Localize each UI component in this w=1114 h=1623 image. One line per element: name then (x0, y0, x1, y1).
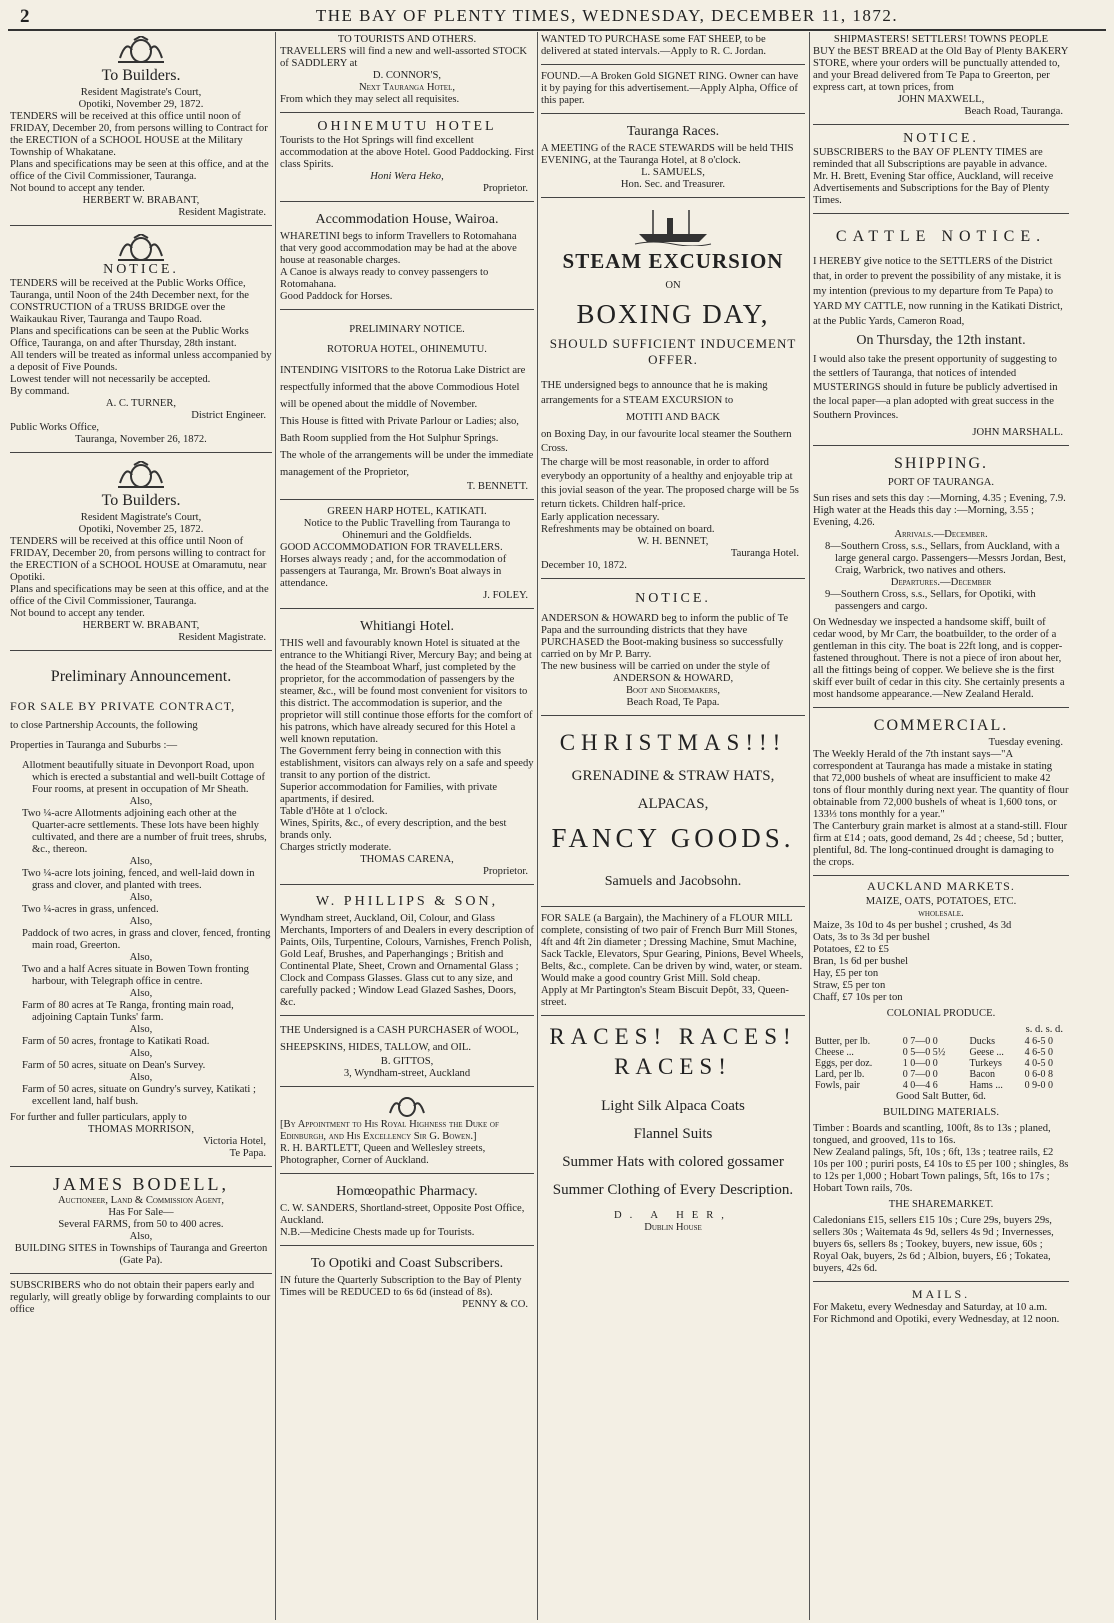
ad-to-builders-whakatane (10, 32, 272, 226)
ad-heading: Whitiangi Hotel. (359, 619, 455, 634)
ad-wanted-sheep (541, 32, 805, 65)
ad-line: ON (665, 280, 681, 291)
column-divider (537, 32, 538, 1620)
ad-body: TENDERS will be received at this office until Noon of FRIDAY, December 20, from persons willing to contract for the ERECTION of a SCHOOL HOUSE at Omaramutu, near Opotiki. (10, 536, 267, 583)
ad-signature: ANDERSON & HOWARD, (612, 673, 734, 684)
ad-heading: RACES! RACES! (549, 1024, 797, 1049)
ad-also: Also, (129, 796, 153, 807)
ad-body: Properties in Tauranga and Suburbs :— (10, 740, 178, 751)
ad-address: 3, Wyndham-street, Auckland (343, 1068, 471, 1079)
table-cell: Turkeys (969, 1058, 1002, 1069)
ad-rotorua-hotel (280, 314, 534, 500)
ad-body: BUILDING SITES in Townships of Tauranga and Greerton (Gate Pa). (14, 1243, 268, 1266)
ad-body: Has For Sale— (108, 1207, 174, 1218)
ad-signature: PENNY & CO. (462, 1299, 528, 1310)
ad-heading: To Builders. (101, 67, 181, 84)
ad-body: Refreshments may be obtained on board. (541, 524, 715, 535)
ad-body: The Government ferry being in connection with this establishment, visitors can always rely on a safe and speedy transit to any portion of the district. (280, 746, 534, 781)
ad-phillips-and-son (280, 889, 534, 1016)
ad-address: Beach Road, Tauranga. (964, 106, 1063, 117)
ad-heading: NOTICE. (103, 262, 179, 277)
ad-preliminary-announcement (10, 655, 272, 1167)
ad-body: WHARETINI begs to inform Travellers to Rotomahana that very good accommodation may be had at the above house at reasonable charges. (280, 231, 517, 266)
ad-heading: Accommodation House, Wairoa. (315, 212, 499, 227)
ad-subheading: ROTORUA HOTEL, OHINEMUTU. (327, 344, 487, 355)
ad-homoeopathic-pharmacy (280, 1178, 534, 1246)
ad-signature-title: Proprietor. (482, 183, 528, 194)
section-body: Caledonians £15, sellers £15 10s ; Cure 29s, buyers 29s, sellers 30s ; Waitemata 4s 9d, sellers 4s 9d ; Invernesses, buyers 6s, sellers 8s ; Tookey, buyers, new issue, 60s ; Royal Oak, buyers, 2s 6d ; Albion, buyers, £6 ; Tokatea, buyers, 42s 6d. (813, 1215, 1054, 1274)
ad-body: A Canoe is always ready to convey passengers to Rotomahana. (280, 267, 489, 290)
ad-heading: CHRISTMAS!!! (559, 730, 787, 755)
ad-heading: Homœopathic Pharmacy. (336, 1184, 478, 1199)
ad-line: Summer Clothing of Every Description. (552, 1182, 794, 1198)
ad-gittos (280, 1020, 534, 1087)
section-mails (813, 1281, 1069, 1326)
ad-opotiki-subscribers (280, 1250, 534, 1317)
ad-body: THIS well and favourably known Hotel is situated at the entrance to the Whitiangi River, Mercury Bay; and being at the head of the Steamboat Wharf, just completed by the proprietor, for the accommodation of passengers by the steamer, &c., will be found most convenient for visitors to this district. The accommodation is superior, and the proprietor will still continue those efforts for the comfort of his patrons, which have already secured for this Hotel a well known reputation. (280, 638, 533, 745)
ad-signature: T. BENNETT. (466, 481, 528, 492)
table-cell: Hams ... (969, 1080, 1003, 1091)
ad-heading: Preliminary Announcement. (50, 668, 232, 685)
ad-body: R. H. BARTLETT, Queen and Wellesley streets, Photographer, Corner of Auckland. (280, 1143, 486, 1166)
market-price: Straw, £5 per ton (813, 980, 886, 991)
ad-ohinemutu-hotel (280, 117, 534, 202)
table-cell: Cheese ... (815, 1047, 854, 1058)
ad-body: The charge will be most reasonable, in order to afford everybody an opportunity of a healthy and enjoyable trip at this jovial season of the year. The proposed charge will be 5s return tickets. Children half-price. (541, 457, 799, 510)
ad-body: D. CONNOR'S, (372, 70, 442, 81)
ad-body: to close Partnership Accounts, the following (10, 720, 198, 731)
ad-flour-mill (541, 911, 805, 1016)
ad-body: [By Appointment to His Royal Highness the Duke of Edinburgh, and His Excellency Sir G. Bowen.] (280, 1119, 499, 1142)
section-heading: MAILS. (911, 1287, 971, 1301)
ad-signature: HERBERT W. BRABANT, (82, 195, 200, 206)
ad-body: Wyndham street, Auckland, Oil, Colour, and Glass Merchants, Importers of and Dealers in every description of Paints, Oils, Turpentine, Colours, Varnishes, French Polish, Gold Leaf, Brushes, and Paperhangings ; British and Continental Plate, Sheet, Crown and Ornamental Glass ; Clock and Compass Glasses. Glass cut to any size, and carefully packed ; Window Lead Glazed Sashes, Doors, &c. (280, 913, 534, 1008)
ad-body: Apply at Mr Partington's Steam Biscuit Depôt, 33, Queen-street. (541, 985, 789, 1008)
ad-body: Charges strictly moderate. (280, 842, 392, 853)
ad-to-builders-omaramutu (10, 457, 272, 651)
property-item: Farm of 50 acres, frontage to Katikati Road. (22, 1036, 210, 1047)
ad-also: Also, (129, 892, 153, 903)
ad-subscribers (10, 1278, 272, 1322)
mail-schedule: For Richmond and Opotiki, every Wednesday, at 12 noon. (813, 1314, 1060, 1325)
market-price: Potatoes, £2 to £5 (813, 944, 889, 955)
ad-subheading: SHOULD SUFFICIENT INDUCEMENT OFFER. (549, 336, 797, 367)
masthead (0, 0, 1114, 30)
ad-signature: THOMAS CARENA, (360, 854, 454, 865)
ad-bartlett (280, 1091, 534, 1174)
column-divider (275, 32, 276, 1620)
ad-body: All tenders will be treated as informal unless accompanied by a deposit of Five Pounds. (10, 350, 272, 373)
ad-steam-excursion (541, 202, 805, 579)
ad-body: THE Undersigned is a CASH PURCHASER of WOOL, SHEEPSKINS, HIDES, TALLOW, and OIL. (280, 1025, 519, 1053)
ad-also: Also, (129, 1048, 153, 1059)
ad-heading: W. PHILLIPS & SON, (315, 894, 499, 909)
ad-body: Tourists to the Hot Springs will find excellent accommodation at the above Hotel. Good Paddocking. First class Spirits. (280, 135, 534, 170)
ad-notice-truss-bridge (10, 230, 272, 453)
property-item: Farm of 80 acres at Te Ranga, fronting main road, adjoining Captain Tunks' farm. (22, 1000, 234, 1023)
property-item: Allotment beautifully situate in Devonport Road, upon which is erected a substantial and well-built Cottage of Four rooms, at present in occupation of Mr Sheath. (22, 760, 265, 795)
table-cell: Bacon (969, 1069, 996, 1080)
masthead-rule (8, 29, 1106, 31)
ad-body: Plans and specifications can be seen at the Public Works Office, Tauranga, on and after Thursday, 28th instant. (10, 326, 249, 349)
ad-heading: Tauranga Races. (626, 124, 720, 139)
section-subheading: MAIZE, OATS, POTATOES, ETC. (865, 896, 1017, 907)
ad-body: For further and fuller particulars, apply to (10, 1112, 187, 1123)
section-heading: SHIPPING. (893, 455, 988, 472)
section-body: On Wednesday we inspected a handsome skiff, built of cedar wood, by Mr Carr, the boatbuilder, to the order of a gentleman in this city. The boat is 22ft long, and is copper-fastened throughout. There is not a piece of iron about her, all the fittings being of copper. We believe she is the first skiff ever built of cedar in this city. She certainly presents a most handsome appearance.—New Zealand Herald. (813, 617, 1065, 700)
property-item: Two ¼-acres in grass, unfenced. (22, 904, 159, 915)
ad-address: Dublin House (644, 1222, 702, 1233)
ad-date: Opotiki, November 29, 1872. (78, 99, 204, 110)
ad-signature-title: District Engineer. (191, 410, 266, 421)
section-auckland-markets (813, 880, 1069, 1275)
ad-saddlery (280, 32, 534, 113)
ad-body: INTENDING VISITORS to the Rotorua Lake District are respectfully informed that the above Commodious Hotel will be opened about the middle of November. (280, 365, 526, 410)
ad-signature-title: Te Papa. (229, 1148, 266, 1159)
table-row (813, 1058, 1069, 1069)
section-body: The Weekly Herald of the 7th instant says—"A correspondent at Tauranga has made a mistake in stating that 72,000 bushels of wheat are insufficient to make 42 tons of flour monthly during next year. The quantity of flour obtainable from 72,000 bushels of wheat is 1,600 tons, or 133⅓ tons monthly for a year." (813, 749, 1069, 820)
table-cell: 0 5—0 5½ (902, 1047, 946, 1058)
ad-signature: B. GITTOS, (380, 1056, 434, 1067)
ad-body: Notice to the Public Travelling from Tauranga to Ohinemuri and the Goldfields. (303, 518, 511, 541)
table-row (813, 1047, 1069, 1058)
ad-signature-title: Boot and Shoemakers, (625, 685, 720, 696)
ad-signature-title: Proprietor. (482, 866, 528, 877)
ad-christmas (541, 720, 805, 907)
ad-subheading: FOR SALE BY PRIVATE CONTRACT, (10, 699, 236, 713)
ad-signature-title: Victoria Hotel, (203, 1136, 266, 1147)
ad-best-bread (813, 32, 1069, 125)
ad-body: I HEREBY give notice to the SETTLERS of the District that, in order to prevent the possibility of any mistake, it is my intention (previous to my departure from Te Papa) to YARD MY CATTLE, now running in the Katikati District, at the Public Yards, Cameron Road, (813, 256, 1063, 327)
ad-line: GRENADINE & STRAW HATS, (571, 768, 775, 784)
table-cell: Butter, per lb. (815, 1036, 871, 1047)
ad-date: December 10, 1872. (541, 560, 627, 571)
ad-heading: SHIPMASTERS! SETTLERS! TOWNS PEOPLE (833, 34, 1049, 45)
market-price: Chaff, £7 10s per ton (813, 992, 903, 1003)
ad-date: Opotiki, November 25, 1872. (78, 524, 204, 535)
table-cell: 4 0-5 0 (1024, 1058, 1053, 1069)
property-item: Paddock of two acres, in grass and clover, fenced, fronting main road, Greerton. (22, 928, 271, 951)
ad-line: Resident Magistrate's Court, (80, 87, 202, 98)
section-subheading: Departures.—December (890, 577, 992, 588)
section-body: Timber : Boards and scantling, 100ft, 8s to 13s ; planed, tongued, and grooved, 11s to 16s. (813, 1123, 1051, 1146)
table-cell: 0 9-0 0 (1024, 1080, 1053, 1091)
table-cell: 4 0—4 6 (902, 1080, 938, 1091)
property-item: Two and a half Acres situate in Bowen Town fronting harbour, with Telegraph office in centre. (22, 964, 249, 987)
ad-signature: J. FOLEY. (483, 590, 528, 601)
ad-tauranga-races (541, 118, 805, 198)
section-body: The Canterbury grain market is almost at a stand-still. Flour firm at £14 ; oats, good demand, 2s 4d ; cheese, 5d ; butter, plentiful, 8d. The long-continued drought is damaging to the crops. (813, 821, 1068, 868)
ad-signature-title: Resident Magistrate. (178, 207, 266, 218)
market-price: Hay, £5 per ton (813, 968, 879, 979)
section-shipping (813, 450, 1069, 708)
ad-races-clothing (541, 1020, 805, 1240)
ad-body: FOR SALE (a Bargain), the Machinery of a FLOUR MILL complete, consisting of two pair of French Burr Mill Stones, 4ft and 4ft 2in diameter ; Dressing Machine, Smut Machine, Sack Tackle, Elevators, Spur Gearing, Pinions, Bevel Wheels, Belts, &c., complete. Can be driven by wind, water, or steam. Would make a good country Grist Mill. Sold cheap. (541, 913, 804, 984)
shipping-entry: 8—Southern Cross, s.s., Sellars, from Auckland, with a large general cargo. Passengers—Messrs Jordan, Best, Craig, Warbrick, two natives and others. (825, 541, 1066, 576)
table-row (813, 1069, 1069, 1080)
ad-signature: Honi Wera Heko, (370, 171, 444, 182)
ad-body: SUBSCRIBERS to the BAY OF PLENTY TIMES are reminded that all Subscriptions are payable in advance. (813, 147, 1048, 170)
ad-body: SUBSCRIBERS who do not obtain their papers early and regularly, will greatly oblige by forwarding complaints to our office (10, 1280, 271, 1315)
table-cell: Fowls, pair (815, 1080, 860, 1091)
table-cell: 0 7—0 0 (902, 1069, 938, 1080)
ad-heading: RACES! (614, 1054, 732, 1079)
ad-also: Also, (129, 856, 153, 867)
ad-body: MOTITI AND BACK (625, 412, 721, 423)
ad-address: Beach Road, Te Papa. (626, 697, 720, 708)
ad-subheading: Auctioneer, Land & Commission Agent, (58, 1195, 224, 1206)
ad-heading: BOXING DAY, (576, 299, 770, 329)
ad-heading: STEAM EXCURSION (562, 249, 784, 273)
ad-body: N.B.—Medicine Chests made up for Tourists. (280, 1227, 475, 1238)
ad-body: This House is fitted with Private Parlour or Ladies; also, Bath Room supplied from the Hot Sulphur Springs. (280, 416, 519, 444)
section-subheading: BUILDING MATERIALS. (883, 1107, 999, 1118)
ad-body: The whole of the arrangements will be under the immediate management of the Proprietor, (280, 450, 534, 478)
column-divider (809, 32, 810, 1620)
ad-also: Also, (129, 952, 153, 963)
market-price: Bran, 1s 6d per bushel (813, 956, 909, 967)
ad-signature: D. A HER, (614, 1210, 732, 1221)
section-date: Tuesday evening. (988, 737, 1063, 748)
ad-body: FOUND.—A Broken Gold SIGNET RING. Owner can have it by paying for this advertisement.—Apply Alpha, Office of this paper. (541, 71, 799, 106)
ad-james-bodell (10, 1171, 272, 1274)
ad-also: Also, (129, 916, 153, 927)
ad-signature: THOMAS MORRISON, (88, 1124, 194, 1135)
ad-signature-title: Tauranga Hotel. (730, 548, 799, 559)
ad-signature: JOHN MARSHALL. (972, 427, 1063, 438)
ad-wairoa (280, 206, 534, 310)
ad-body: on Boxing Day, in our favourite local steamer the Southern Cross. (541, 429, 792, 454)
ad-signature: HERBERT W. BRABANT, (82, 620, 200, 631)
ad-heading: CATTLE NOTICE. (835, 228, 1047, 245)
column-1 (10, 32, 272, 1620)
ad-body: TENDERS will be received at the Public Works Office, Tauranga, until Noon of the 24th December next, for the CONSTRUCTION of a TRUSS BRIDGE over the Waikaukau River, Tauranga and Taupo Road. (10, 278, 250, 325)
table-cell: Lard, per lb. (815, 1069, 865, 1080)
ad-body: WANTED TO PURCHASE some FAT SHEEP, to be delivered at stated intervals.—Apply to R. C. Jordan. (541, 34, 767, 57)
ad-body: By command. (10, 386, 70, 397)
section-heading: COMMERCIAL. (873, 717, 1009, 734)
ad-body: Not bound to accept any tender. (10, 608, 145, 619)
table-row (813, 1080, 1069, 1091)
mail-schedule: For Maketu, every Wednesday and Saturday, at 10 a.m. (813, 1302, 1048, 1313)
ad-green-harp-hotel (280, 504, 534, 609)
market-price: Oats, 3s to 3s 3d per bushel (813, 932, 930, 943)
shipping-entry: 9—Southern Cross, s.s., Sellars, for Opotiki, with passengers and cargo. (825, 589, 1036, 612)
ad-body: Next Tauranga Hotel, (358, 82, 455, 93)
table-cell: Eggs, per doz. (815, 1058, 873, 1069)
ad-body: C. W. SANDERS, Shortland-street, Opposite Post Office, Auckland. (280, 1203, 525, 1226)
royal-crest-icon (387, 1095, 427, 1117)
market-price: Maize, 3s 10d to 4s per bushel ; crushed, 4s 3d (813, 920, 1012, 931)
ad-heading: OHINEMUTU HOTEL (317, 119, 497, 134)
ad-found-ring (541, 69, 805, 114)
column-4 (813, 32, 1069, 1620)
ad-body: I would also take the present opportunity of suggesting to the settlers of Tauranga, that notices of intended MUSTERINGS should in future be publicly advertised in the local paper—a plan adopted with great success in the Southern Provinces. (813, 354, 1058, 421)
ad-anderson-howard (541, 583, 805, 716)
ad-body: Several FARMS, from 50 to 400 acres. (58, 1219, 224, 1230)
table-cell: Ducks (969, 1036, 996, 1047)
produce-table (813, 1036, 1069, 1091)
ad-line: Light Silk Alpaca Coats (601, 1098, 745, 1114)
ad-body: From which they may select all requisites. (280, 94, 460, 105)
property-item: Farm of 50 acres, situate on Gundry's survey, Katikati ; excellent land, half bush. (22, 1084, 256, 1107)
ad-whitiangi-hotel (280, 613, 534, 885)
ad-heading: NOTICE. (635, 591, 711, 606)
section-subheading: COLONIAL PRODUCE. (886, 1008, 996, 1019)
ad-heading: PRELIMINARY NOTICE. (349, 324, 465, 335)
ad-body: ANDERSON & HOWARD beg to inform the public of Te Papa and the surrounding districts that they have PURCHASED the Boot-making business so successfully carried on by Mr P. Barry. (541, 613, 789, 660)
ad-body: TENDERS will be received at this office until noon of FRIDAY, December 20, from persons willing to Contract for the ERECTION of a SCHOOL HOUSE at the Military Township of Whakatane. (10, 111, 268, 158)
ad-body: Early application necessary. (541, 512, 660, 523)
ad-also: Also, (129, 1231, 153, 1242)
section-subheading: Arrivals.—December. (894, 529, 988, 540)
ad-body: Not bound to accept any tender. (10, 183, 145, 194)
ad-body: Wines, Spirits, &c., of every description, and the best brands only. (280, 818, 507, 841)
section-commercial (813, 712, 1069, 876)
section-body: Sun rises and sets this day :—Morning, 4.35 ; Evening, 7.9. (813, 493, 1066, 504)
section-body: Good Salt Butter, 6d. (896, 1091, 986, 1102)
ad-body: GOOD ACCOMMODATION FOR TRAVELLERS. Horses always ready ; and, for the accommodation of passengers at Tauranga, Mr. Brown's Boat always in attendance. (280, 542, 507, 589)
ad-signature-title: Hon. Sec. and Treasurer. (620, 179, 726, 190)
ad-body: Table d'Hôte at 1 o'clock. (280, 806, 388, 817)
column-3 (541, 32, 805, 1620)
ad-body: IN future the Quarterly Subscription to the Bay of Plenty Times will be REDUCED to 6s 6d (instead of 8s). (280, 1275, 522, 1298)
ad-signature: L. SAMUELS, (641, 167, 705, 178)
table-cell: 0 7—0 0 (902, 1036, 938, 1047)
ad-line: Flannel Suits (633, 1126, 713, 1142)
property-item: Two ¼-acre lots joining, fenced, and well-laid down in grass and clover, and planted with trees. (22, 868, 255, 891)
ad-body: Mr. H. Brett, Evening Star office, Auckland, will receive Advertisements and Subscriptions for the Bay of Plenty Times. (813, 171, 1054, 206)
section-body: High water at the Heads this day :—Morning, 3.55 ; Evening, 4.26. (813, 505, 1034, 528)
ad-also: Also, (129, 988, 153, 999)
ad-heading: TO TOURISTS AND OTHERS. (337, 34, 477, 45)
ad-body: BUY the BEST BREAD at the Old Bay of Plenty BAKERY STORE, where your orders will be punctually attended to, and your Bread delivered from Te Papa to Greerton, per express cart, at town prices, from (813, 46, 1069, 93)
ad-body: The new business will be carried on under the style of (541, 661, 770, 672)
ad-also: Also, (129, 1024, 153, 1035)
ad-body: A MEETING of the RACE STEWARDS will be held THIS EVENING, at the Tauranga Hotel, at 8 o'clock. (541, 143, 794, 166)
section-subheading: THE SHAREMARKET. (888, 1199, 994, 1210)
ad-body: THE undersigned begs to announce that he is making arrangements for a STEAM EXCURSION to (541, 380, 768, 406)
column-2 (280, 32, 534, 1620)
ad-heading: JAMES BODELL, (52, 1174, 229, 1194)
ad-heading: NOTICE. (903, 131, 979, 146)
section-subheading: PORT OF TAURANGA. (887, 477, 995, 488)
ad-heading: GREEN HARP HOTEL, KATIKATI. (327, 506, 487, 517)
ad-line: Summer Hats with colored gossamer (562, 1154, 784, 1170)
table-cell: 1 0—0 0 (902, 1058, 938, 1069)
ad-body: Superior accommodation for Families, with private apartments, if desired. (280, 782, 498, 805)
ad-signature-title: Resident Magistrate. (178, 632, 266, 643)
section-subheading: wholesale. (918, 908, 964, 919)
section-heading: AUCKLAND MARKETS. (867, 879, 1015, 893)
ad-signature: JOHN MAXWELL, (897, 94, 985, 105)
ad-body: Plans and specifications may be seen at this office, and at the office of the Civil Commissioner, Tauranga. (10, 159, 269, 182)
table-cell: Geese ... (969, 1047, 1004, 1058)
ad-cattle-notice (813, 218, 1069, 446)
ad-signature: A. C. TURNER, (105, 398, 177, 409)
ad-heading: To Builders. (101, 492, 181, 509)
ad-heading: To Opotiki and Coast Subscribers. (310, 1256, 504, 1271)
property-item: Two ¼-acre Allotments adjoining each other at the Quarter-acre settlements. These lots have been highly cultivated, and there are a number of fruit trees, shrubs, &c., thereon. (22, 808, 267, 855)
ad-date: On Thursday, the 12th instant. (856, 333, 1026, 348)
ad-signature: W. H. BENNET, (637, 536, 709, 547)
ad-body: Public Works Office, (10, 422, 100, 433)
ad-date: Tauranga, November 26, 1872. (75, 434, 207, 445)
ad-line: ALPACAS, (637, 796, 709, 812)
ad-notice-subscribers (813, 129, 1069, 214)
section-body: New Zealand palings, 5ft, 10s ; 6ft, 13s ; teatree rails, £2 10s per 100 ; puriri posts, £4 10s to £5 per 100 ; shingles, 8s to 12s per 1,000 ; Hobart Town palings, 5ft, 16s to 17s ; Hobart Town rails, 70s. (813, 1147, 1069, 1194)
royal-crest-icon (116, 234, 166, 262)
newspaper-title: THE BAY OF PLENTY TIMES, WEDNESDAY, DECEMBER 11, 1872. (315, 6, 899, 25)
ad-body: Good Paddock for Horses. (280, 291, 393, 302)
steamship-icon (633, 206, 713, 246)
produce-header: s. d. s. d. (1025, 1024, 1063, 1035)
ad-body: Lowest tender will not necessarily be accepted. (10, 374, 211, 385)
ad-also: Also, (129, 1072, 153, 1083)
ad-heading: FANCY GOODS. (551, 823, 795, 853)
page-number: 2 (20, 6, 30, 27)
table-cell: 4 6-5 0 (1024, 1036, 1053, 1047)
ad-line: Resident Magistrate's Court, (80, 512, 202, 523)
royal-crest-icon (116, 461, 166, 489)
table-cell: 4 6-5 0 (1024, 1047, 1053, 1058)
royal-crest-icon (116, 36, 166, 64)
ad-signature: Samuels and Jacobsohn. (604, 874, 742, 889)
table-cell: 0 6-0 8 (1024, 1069, 1053, 1080)
property-item: Farm of 50 acres, situate on Dean's Survey. (22, 1060, 206, 1071)
table-row (813, 1036, 1069, 1047)
ad-body: TRAVELLERS will find a new and well-assorted STOCK of SADDLERY at (280, 46, 528, 69)
ad-body: Plans and specifications may be seen at this office, and at the office of the Civil Commissioner, Tauranga. (10, 584, 269, 607)
